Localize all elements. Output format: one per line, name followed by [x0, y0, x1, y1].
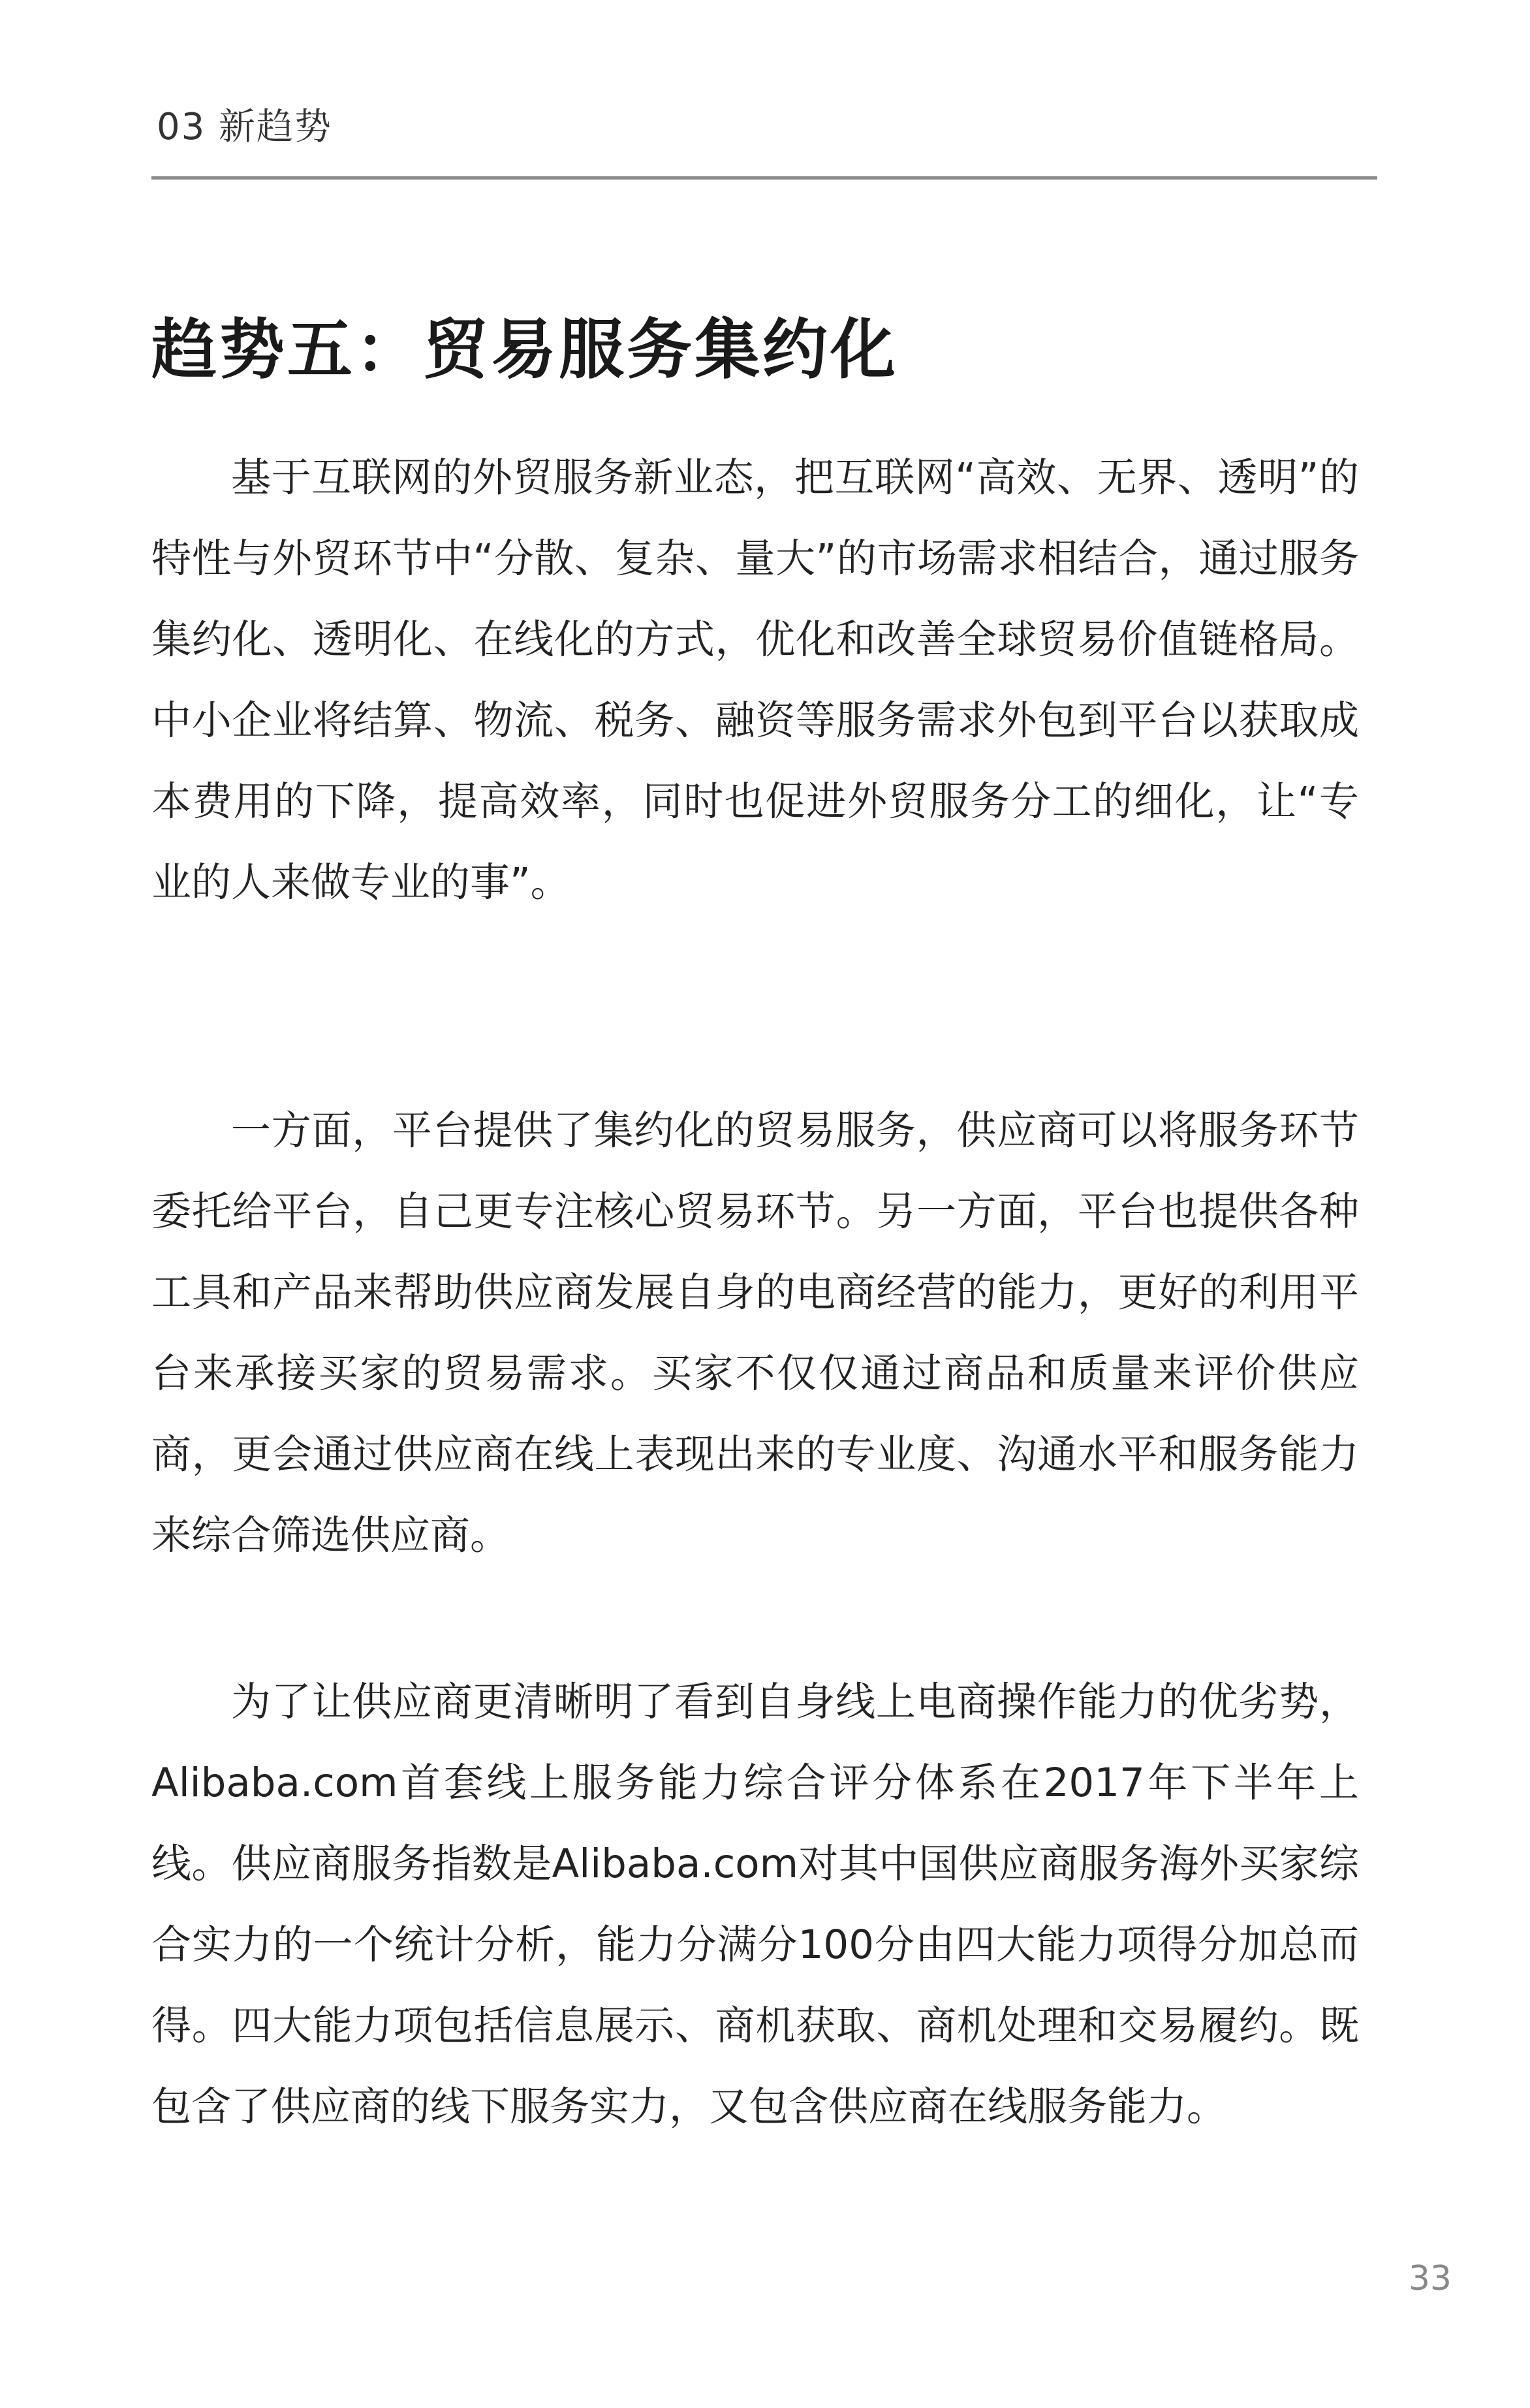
- header-divider: [151, 176, 1377, 180]
- body-paragraph-1: 基于互联网的外贸服务新业态，把互联网“高效、无界、透明”的特性与外贸环节中“分散、复杂、量大”的市场需求相结合，通过服务集约化、透明化、在线化的方式，优化和改善全球贸易价值链格局。中小企业将结算、物流、税务、融资等服务需求外包到平台以获取成本费用的下降，提高效率，同时也促进外贸服务分工的细化，让“专业的人来做专业的事”。: [151, 454, 1359, 906]
- body-paragraph-3: 为了让供应商更清晰明了看到自身线上电商操作能力的优劣势，Alibaba.com首套线上服务能力综合评分体系在2017年下半年上线。供应商服务指数是Alibaba.com对其中国供应商服务海外买家综合实力的一个统计分析，能力分满分100分由四大能力项得分加总而得。四大能力项包括信息展示、商机获取、商机处理和交易履约。既包含了供应商的线下服务实力，又包含供应商在线服务能力。: [151, 1679, 1359, 2130]
- body-paragraph-2: 一方面，平台提供了集约化的贸易服务，供应商可以将服务环节委托给平台，自己更专注核心贸易环节。另一方面，平台也提供各种工具和产品来帮助供应商发展自身的电商经营的能力，更好的利用平台来承接买家的贸易需求。买家不仅仅通过商品和质量来评价供应商，更会通过供应商在线上表现出来的专业度、沟通水平和服务能力来综合筛选供应商。: [151, 1107, 1359, 1559]
- section-header: 03 新趋势: [157, 106, 333, 148]
- page-title: 趋势五：贸易服务集约化: [151, 311, 898, 388]
- page-number: 33: [1408, 2259, 1452, 2298]
